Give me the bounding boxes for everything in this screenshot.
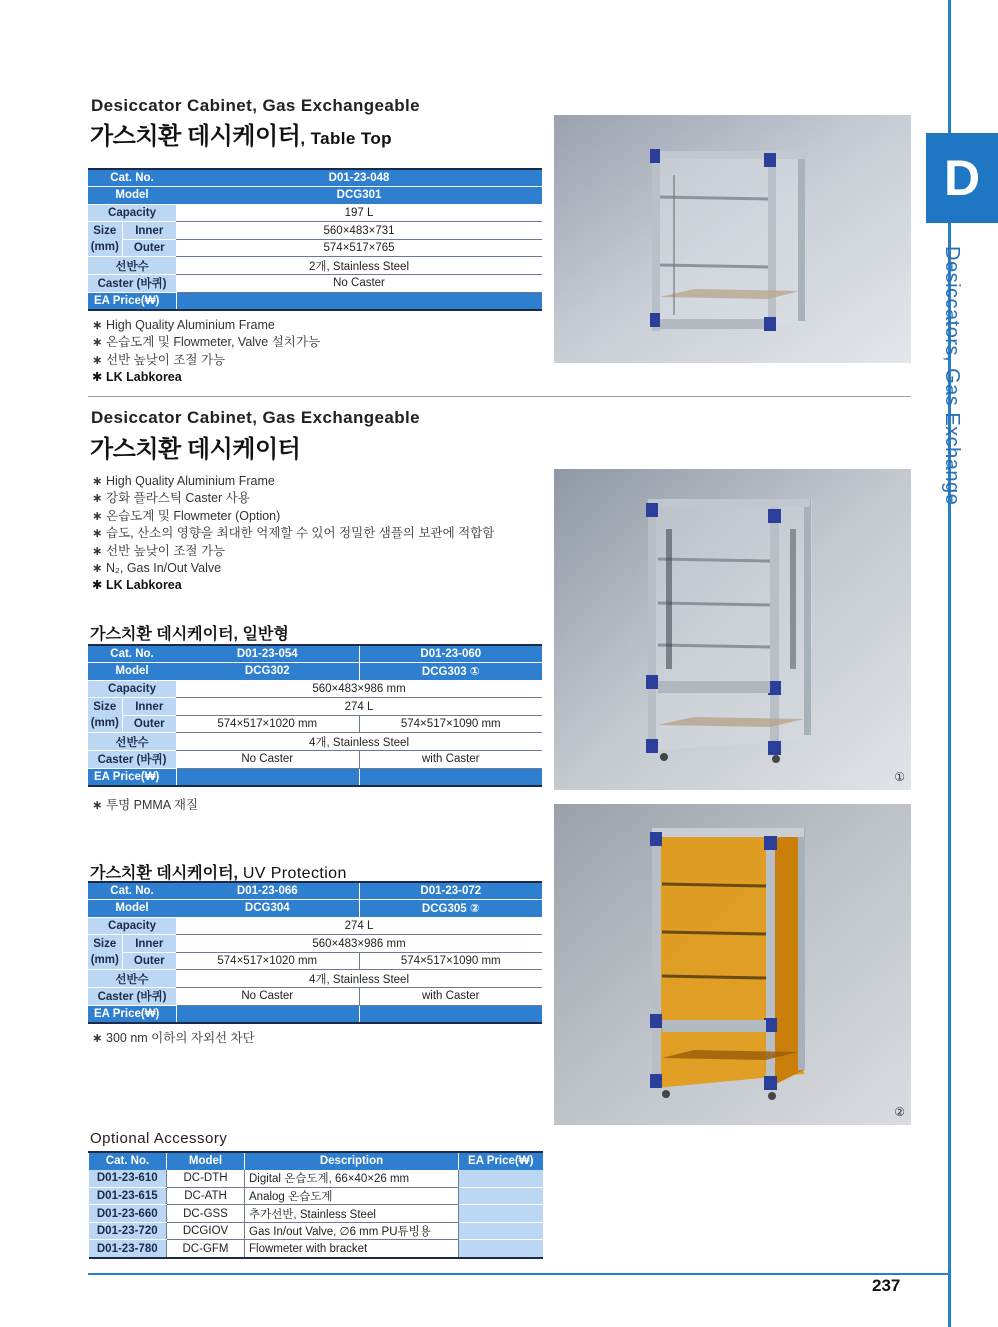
price-label: EA Price(₩) xyxy=(88,292,176,310)
shelf-value: 4개, Stainless Steel xyxy=(176,733,542,751)
list-item: ∗ 투명 PMMA 재질 xyxy=(92,797,198,814)
accessory-price xyxy=(459,1205,543,1223)
brand-item: ✱ LK Labkorea xyxy=(92,369,320,386)
table-row xyxy=(88,663,542,681)
uv-subtitle-en: UV Protection xyxy=(238,865,347,882)
table-row xyxy=(88,239,542,257)
section1-spec-table xyxy=(88,168,542,311)
capacity-label: Capacity xyxy=(88,917,176,935)
cat-no-label: Cat. No. xyxy=(88,645,176,663)
capacity-value: 197 L xyxy=(176,204,542,222)
column-header: Cat. No. xyxy=(89,1152,167,1170)
photo-number-2: ② xyxy=(894,1105,905,1119)
accessory-cat: D01-23-660 xyxy=(89,1205,167,1223)
section1-title-ko-text: 가스치환 데시케이터 xyxy=(90,123,301,150)
price-value xyxy=(176,1005,359,1023)
table-row xyxy=(88,952,542,970)
table-row xyxy=(88,187,542,205)
chapter-letter-tab: D xyxy=(926,133,998,223)
size-label: Size (mm) xyxy=(88,698,122,733)
shelf-value: 2개, Stainless Steel xyxy=(176,257,542,275)
table-row xyxy=(89,1222,543,1240)
model-label: Model xyxy=(88,187,176,205)
accessory-price xyxy=(459,1240,543,1258)
accessory-desc: Gas In/out Valve, ∅6 mm PU튜빙용 xyxy=(245,1222,459,1240)
price-value xyxy=(176,768,359,786)
table-row xyxy=(89,1170,543,1188)
footer-divider xyxy=(88,1273,948,1275)
accessory-desc: Analog 온습도계 xyxy=(245,1187,459,1205)
caster-value: with Caster xyxy=(359,988,542,1006)
table-row xyxy=(88,900,542,918)
table-row xyxy=(88,204,542,222)
caster-label: Caster (바퀴) xyxy=(88,988,176,1006)
column-header: Model xyxy=(167,1152,245,1170)
table-row xyxy=(88,751,542,769)
cat-no-value: D01-23-054 xyxy=(176,645,359,663)
capacity-value: 560×483×986 mm xyxy=(176,680,542,698)
photo-number-1: ① xyxy=(894,770,905,784)
accessory-price xyxy=(459,1222,543,1240)
outer-value: 574×517×1090 mm xyxy=(359,952,542,970)
list-item: ∗ High Quality Aluminium Frame xyxy=(92,317,320,334)
table-row xyxy=(88,935,542,953)
outer-value: 574×517×1090 mm xyxy=(359,715,542,733)
outer-label: Outer xyxy=(122,952,176,970)
table-row xyxy=(88,645,542,663)
table-row xyxy=(88,882,542,900)
list-item: ∗ 온습도계 및 Flowmeter (Option) xyxy=(92,508,494,525)
model-label: Model xyxy=(88,663,176,681)
accessory-title: Optional Accessory xyxy=(90,1130,228,1147)
accessory-price xyxy=(459,1187,543,1205)
model-value: DCG303 ① xyxy=(359,663,542,681)
accessory-desc: Digital 온습도계, 66×40×26 mm xyxy=(245,1170,459,1188)
inner-label: Inner xyxy=(122,698,176,716)
list-item: ∗ 강화 플라스틱 Caster 사용 xyxy=(92,490,494,507)
uv-subtitle-ko: 가스치환 데시케이터, xyxy=(90,865,238,882)
accessory-cat: D01-23-610 xyxy=(89,1170,167,1188)
list-item: ∗ 습도, 산소의 영향을 최대한 억제할 수 있어 정밀한 샘플의 보관에 적합함 xyxy=(92,525,494,542)
capacity-label: Capacity xyxy=(88,204,176,222)
uv-subtitle xyxy=(90,860,347,883)
list-item: ∗ 선반 높낮이 조절 가능 xyxy=(92,543,494,560)
section1-feature-list xyxy=(92,317,320,387)
uv-spec-table xyxy=(88,881,542,1024)
size-label: Size (mm) xyxy=(88,222,122,257)
list-item: ∗ 선반 높낮이 조절 가능 xyxy=(92,352,320,369)
general-subtitle: 가스치환 데시케이터, 일반형 xyxy=(90,626,289,643)
table-row xyxy=(89,1187,543,1205)
caster-label: Caster (바퀴) xyxy=(88,751,176,769)
column-header: Description xyxy=(245,1152,459,1170)
chapter-category-label: Desiccators, Gas Exchange xyxy=(941,246,963,506)
table-row xyxy=(88,733,542,751)
section2-feature-list xyxy=(92,473,494,595)
cat-no-label: Cat. No. xyxy=(88,169,176,187)
list-item: ∗ High Quality Aluminium Frame xyxy=(92,473,494,490)
accessory-table xyxy=(88,1151,543,1259)
accessory-model: DCGIOV xyxy=(167,1222,245,1240)
model-label: Model xyxy=(88,900,176,918)
table-row xyxy=(88,715,542,733)
table-row xyxy=(89,1240,543,1258)
inner-value: 560×483×986 mm xyxy=(176,935,542,953)
accessory-price xyxy=(459,1170,543,1188)
column-header: EA Price(₩) xyxy=(459,1152,543,1170)
cat-no-value: D01-23-048 xyxy=(176,169,542,187)
cat-no-label: Cat. No. xyxy=(88,882,176,900)
price-label: EA Price(₩) xyxy=(88,768,176,786)
list-item: ∗ 300 nm 이하의 자외선 차단 xyxy=(92,1030,255,1047)
accessory-cat: D01-23-780 xyxy=(89,1240,167,1258)
table-row xyxy=(88,1005,542,1023)
caster-value: No Caster xyxy=(176,275,542,293)
section1-title-en: Desiccator Cabinet, Gas Exchangeable xyxy=(91,96,421,115)
product-photo-uv-cabinet xyxy=(554,804,911,1125)
general-spec-table xyxy=(88,644,542,787)
price-value xyxy=(176,292,542,310)
table-header-row xyxy=(89,1152,543,1170)
section2-title-en: Desiccator Cabinet, Gas Exchangeable xyxy=(91,408,421,427)
table-row xyxy=(88,257,542,275)
capacity-label: Capacity xyxy=(88,680,176,698)
outer-label: Outer xyxy=(122,239,176,257)
model-value: DCG304 xyxy=(176,900,359,918)
inner-label: Inner xyxy=(122,222,176,240)
model-value: DCG301 xyxy=(176,187,542,205)
caster-value: No Caster xyxy=(176,988,359,1006)
table-row xyxy=(88,917,542,935)
outer-value: 574×517×1020 mm xyxy=(176,952,359,970)
inner-value: 274 L xyxy=(176,698,542,716)
table-row xyxy=(88,222,542,240)
capacity-value: 274 L xyxy=(176,917,542,935)
model-value: DCG305 ② xyxy=(359,900,542,918)
section-divider xyxy=(88,396,911,397)
outer-value: 574×517×765 xyxy=(176,239,542,257)
table-row xyxy=(88,970,542,988)
accessory-cat: D01-23-720 xyxy=(89,1222,167,1240)
outer-label: Outer xyxy=(122,715,176,733)
price-label: EA Price(₩) xyxy=(88,1005,176,1023)
outer-value: 574×517×1020 mm xyxy=(176,715,359,733)
cat-no-value: D01-23-066 xyxy=(176,882,359,900)
size-label: Size (mm) xyxy=(88,935,122,970)
product-photo-table-top xyxy=(554,115,911,363)
section1-title-ko xyxy=(90,116,392,151)
table-row xyxy=(88,292,542,310)
shelf-value: 4개, Stainless Steel xyxy=(176,970,542,988)
table-row xyxy=(88,988,542,1006)
shelf-label: 선반수 xyxy=(88,970,176,988)
model-value: DCG302 xyxy=(176,663,359,681)
table-row xyxy=(88,275,542,293)
accessory-desc: 추가선반, Stainless Steel xyxy=(245,1205,459,1223)
inner-label: Inner xyxy=(122,935,176,953)
accessory-model: DC-DTH xyxy=(167,1170,245,1188)
accessory-model: DC-GFM xyxy=(167,1240,245,1258)
uv-note xyxy=(92,1030,255,1047)
accessory-model: DC-GSS xyxy=(167,1205,245,1223)
caster-value: No Caster xyxy=(176,751,359,769)
table-row xyxy=(88,698,542,716)
section2-title-ko: 가스치환 데시케이터 xyxy=(90,436,301,463)
page-number: 237 xyxy=(872,1276,901,1295)
price-value xyxy=(359,768,542,786)
accessory-model: DC-ATH xyxy=(167,1187,245,1205)
list-item: ∗ 온습도계 및 Flowmeter, Valve 설치가능 xyxy=(92,334,320,351)
caster-value: with Caster xyxy=(359,751,542,769)
general-note xyxy=(92,797,198,814)
table-row xyxy=(88,768,542,786)
price-value xyxy=(359,1005,542,1023)
cat-no-value: D01-23-072 xyxy=(359,882,542,900)
table-row xyxy=(88,680,542,698)
inner-value: 560×483×731 xyxy=(176,222,542,240)
accessory-desc: Flowmeter with bracket xyxy=(245,1240,459,1258)
list-item: ∗ N₂, Gas In/Out Valve xyxy=(92,560,494,577)
cat-no-value: D01-23-060 xyxy=(359,645,542,663)
section1-title-suffix: , Table Top xyxy=(300,129,392,148)
product-photo-clear-cabinet xyxy=(554,469,911,790)
accessory-cat: D01-23-615 xyxy=(89,1187,167,1205)
shelf-label: 선반수 xyxy=(88,257,176,275)
table-row xyxy=(88,169,542,187)
brand-item: ✱ LK Labkorea xyxy=(92,577,494,594)
shelf-label: 선반수 xyxy=(88,733,176,751)
caster-label: Caster (바퀴) xyxy=(88,275,176,293)
table-row xyxy=(89,1205,543,1223)
